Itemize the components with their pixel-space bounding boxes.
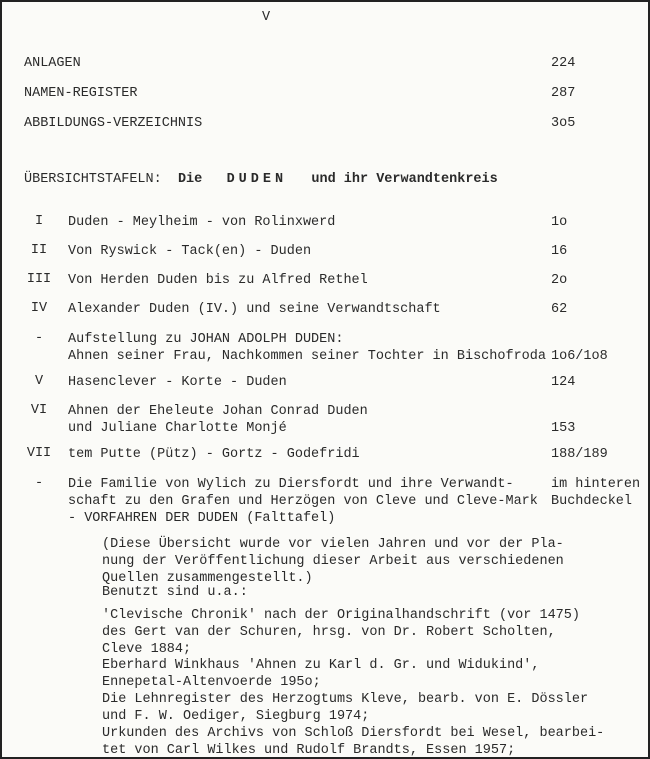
table-page: 16 [551, 244, 568, 259]
table-page: im hinteren Buchdeckel [551, 477, 641, 509]
table-page: 62 [551, 302, 568, 317]
table-title: Von Herden Duden bis zu Alfred Rethel [68, 273, 368, 288]
table-title: Aufstellung zu JOHAN ADOLPH DUDEN: Ahnen seiner Frau, Nachkommen seiner Tochter in Bischofroda [68, 332, 546, 364]
table-title: Ahnen der Eheleute Johan Conrad Duden und Juliane Charlotte Monjé [68, 404, 368, 436]
note-intro: (Diese Übersicht wurde vor vielen Jahren und vor der Pla- nung der Veröffentlichung dieser Arbeit aus verschiedenen Quellen zusammengestellt.) [102, 537, 564, 586]
table-numeral: I [34, 214, 44, 229]
table-numeral: III [26, 272, 52, 287]
table-numeral: V [34, 374, 44, 389]
toc-page-abbildungs: 3o5 [551, 116, 576, 131]
table-numeral: - [34, 331, 44, 346]
table-title: Von Ryswick - Tack(en) - Duden [68, 244, 312, 259]
heading-die: Die [177, 172, 203, 187]
toc-page-namen-register: 287 [551, 86, 576, 101]
table-numeral: VI [30, 403, 48, 418]
table-title: Die Familie von Wylich zu Diersfordt und ihre Verwandt- schaft zu den Grafen und Herzögen von Cleve und Cleve-Mark - VORFAHREN DER DUDEN (Falttafel) [68, 477, 538, 526]
table-page: 153 [551, 421, 576, 436]
heading-prefix: ÜBERSICHTSTAFELN: [24, 172, 162, 187]
heading-duden: DUDEN [226, 172, 288, 187]
toc-label-anlagen: ANLAGEN [24, 56, 81, 71]
table-page: 1o6/1o8 [551, 349, 608, 364]
note-used: Benutzt sind u.a.: [102, 585, 248, 600]
table-numeral: VII [26, 446, 52, 461]
toc-label-abbildungs: ABBILDUNGS-VERZEICHNIS [24, 116, 203, 131]
table-title: Duden - Meylheim - von Rolinxwerd [68, 215, 336, 230]
toc-page-anlagen: 224 [551, 56, 576, 71]
note-reference: 'Clevische Chronik' nach der Originalhandschrift (vor 1475) des Gert van der Schuren, hrsg. von Dr. Robert Scholten, Cleve 1884; [102, 608, 580, 657]
toc-label-namen-register: NAMEN-REGISTER [24, 86, 138, 101]
table-title: tem Putte (Pütz) - Gortz - Godefridi [68, 447, 360, 462]
table-title: Alexander Duden (IV.) und seine Verwandtschaft [68, 302, 441, 317]
table-page: 124 [551, 375, 576, 390]
section-heading [24, 172, 498, 187]
table-numeral: - [34, 476, 44, 491]
table-numeral: IV [30, 301, 48, 316]
page-number: V [262, 10, 271, 25]
heading-suffix: und ihr Verwandtenkreis [311, 172, 498, 187]
table-page: 2o [551, 273, 568, 288]
table-page: 1o [551, 215, 568, 230]
table-page: 188/189 [551, 447, 608, 462]
note-reference: Eberhard Winkhaus 'Ahnen zu Karl d. Gr. und Widukind', Ennepetal-Altenvoerde 195o; Die Lehnregister des Herzogtums Kleve, bearb. von E. Dössler und F. W. Oediger, Siegburg 1974; Urkunden des Archivs von Schloß Diersfordt bei Wesel, bearbei- tet von Carl Wilkes und Rudolf Brandts, Essen 1957; [102, 658, 605, 758]
table-title: Hasenclever - Korte - Duden [68, 375, 287, 390]
table-numeral: II [30, 243, 48, 258]
